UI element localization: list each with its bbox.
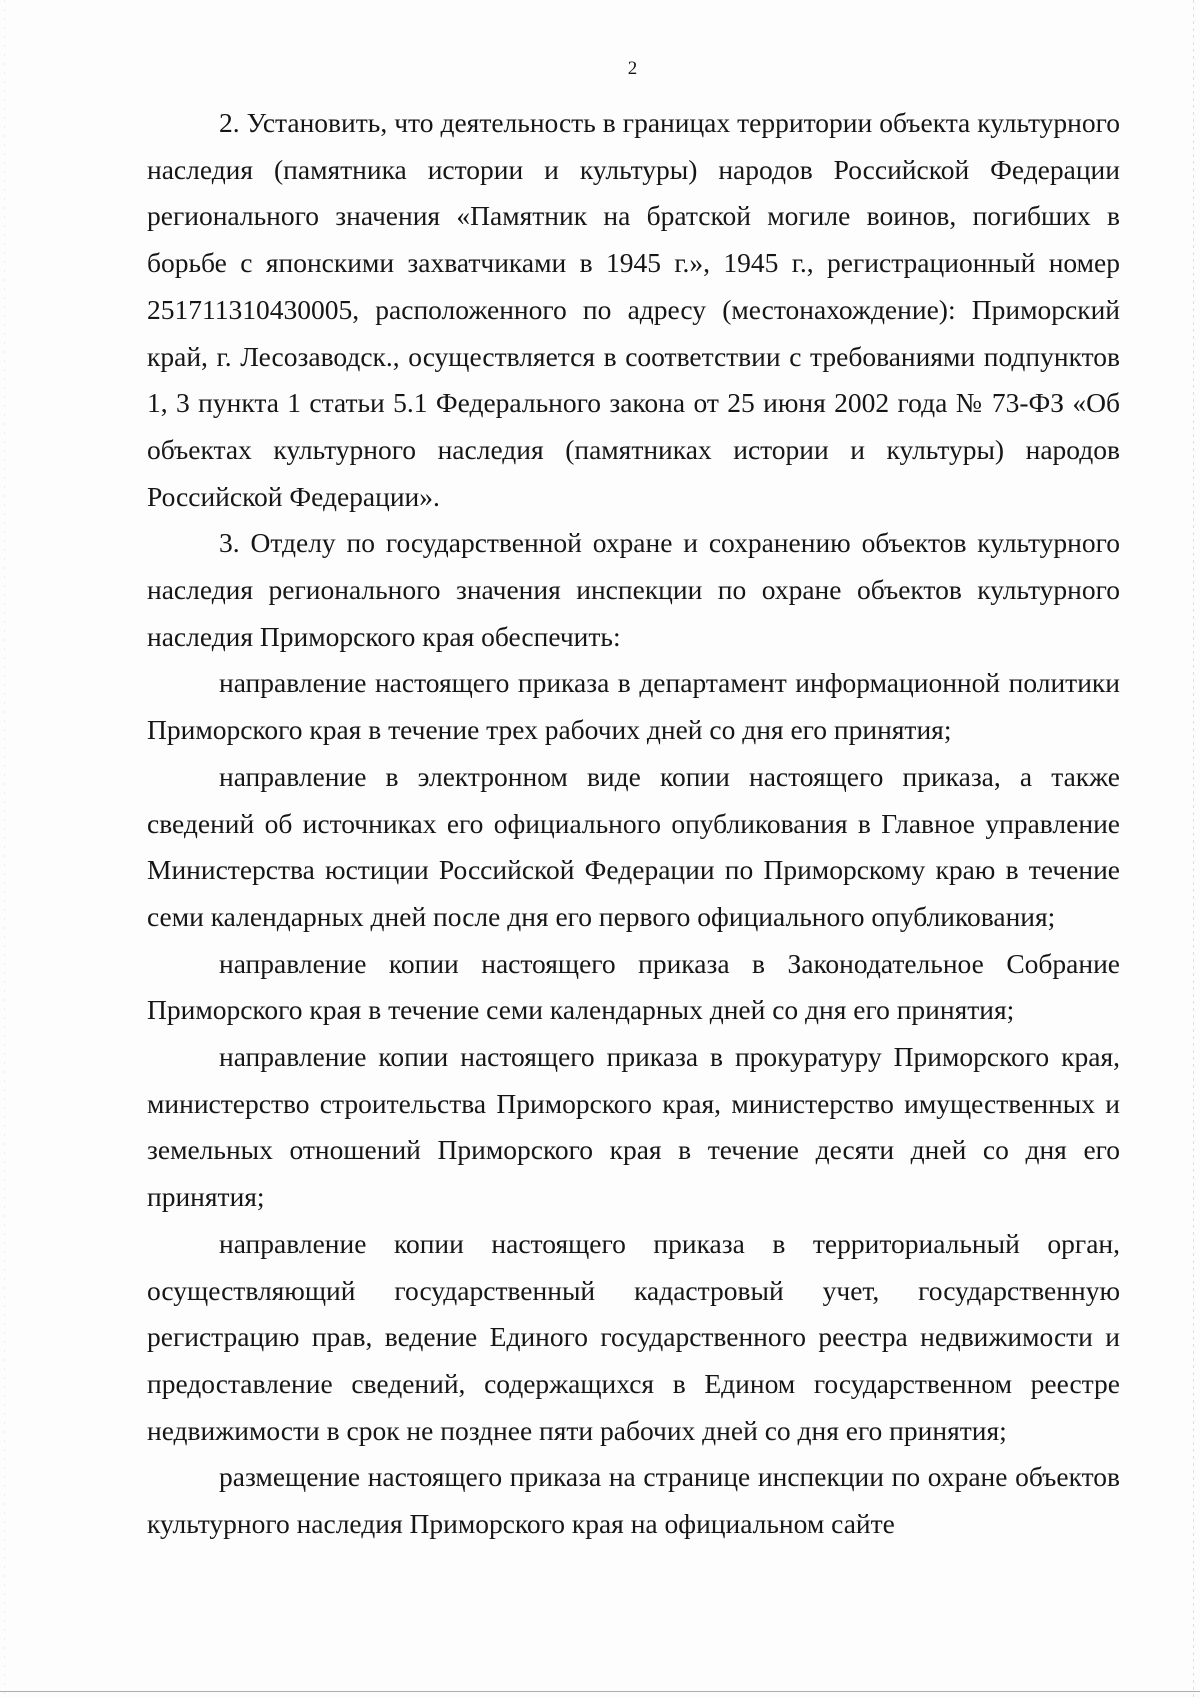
subparagraph-legislative-assembly: направление копии настоящего приказа в Законодательное Собрание Приморского края в течение семи календарных дней со дня его принятия; [147, 947, 1120, 1026]
subparagraph-website: размещение настоящего приказа на странице инспекции по охране объектов культурного наследия Приморского края на официальном сайте [147, 1461, 1120, 1540]
paragraph-item-3: 3. Отделу по государственной охране и сохранению объектов культурного наследия регионального значения инспекции по охране объектов культурного наследия Приморского края обеспечить: [147, 527, 1120, 652]
scan-edge-left [4, 0, 5, 1698]
document-body [147, 100, 1120, 1548]
page-number: 2 [627, 58, 638, 79]
scan-edge-right [1193, 0, 1194, 1698]
subparagraph-cadastre: направление копии настоящего приказа в территориальный орган, осуществляющий государственный кадастровый учет, государственную регистрацию прав, ведение Единого государственного реестра недвижимости и предоставление сведений, содержащихся в Едином государственном реестре недвижимости в срок не позднее пяти рабочих дней со дня его принятия; [147, 1227, 1120, 1446]
subparagraph-prosecutor: направление копии настоящего приказа в прокуратуру Приморского края, министерство строительства Приморского края, министерство имущественных и земельных отношений Приморского края в течение десяти дней со дня его принятия; [147, 1041, 1120, 1213]
scan-edge-bottom [0, 1691, 1200, 1692]
paragraph-item-2: 2. Установить, что деятельность в границах территории объекта культурного наследия (памятника истории и культуры) народов Российской Федерации регионального значения «Памятник на братской могиле воинов, погибших в борьбе с японскими захватчиками в 1945 г.», 1945 г., регистрационный номер 251711310430005, расположенного по адресу (местонахождение): Приморский край, г. Лесозаводск., осуществляется в соответствии с требованиями подпунктов 1, 3 пункта 1 статьи 5.1 Федерального закона от 25 июня 2002 года № 73-ФЗ «Об объектах культурного наследия (памятниках истории и культуры) народов Российской Федерации». [147, 107, 1120, 512]
subparagraph-ministry-justice: направление в электронном виде копии настоящего приказа, а также сведений об источниках его официального опубликования в Главное управление Министерства юстиции Российской Федерации по Приморскому краю в течение семи календарных дней после дня его первого официального опубликования; [147, 760, 1120, 932]
subparagraph-info-policy: направление настоящего приказа в департамент информационной политики Приморского края в течение трех рабочих дней со дня его принятия; [147, 667, 1120, 746]
